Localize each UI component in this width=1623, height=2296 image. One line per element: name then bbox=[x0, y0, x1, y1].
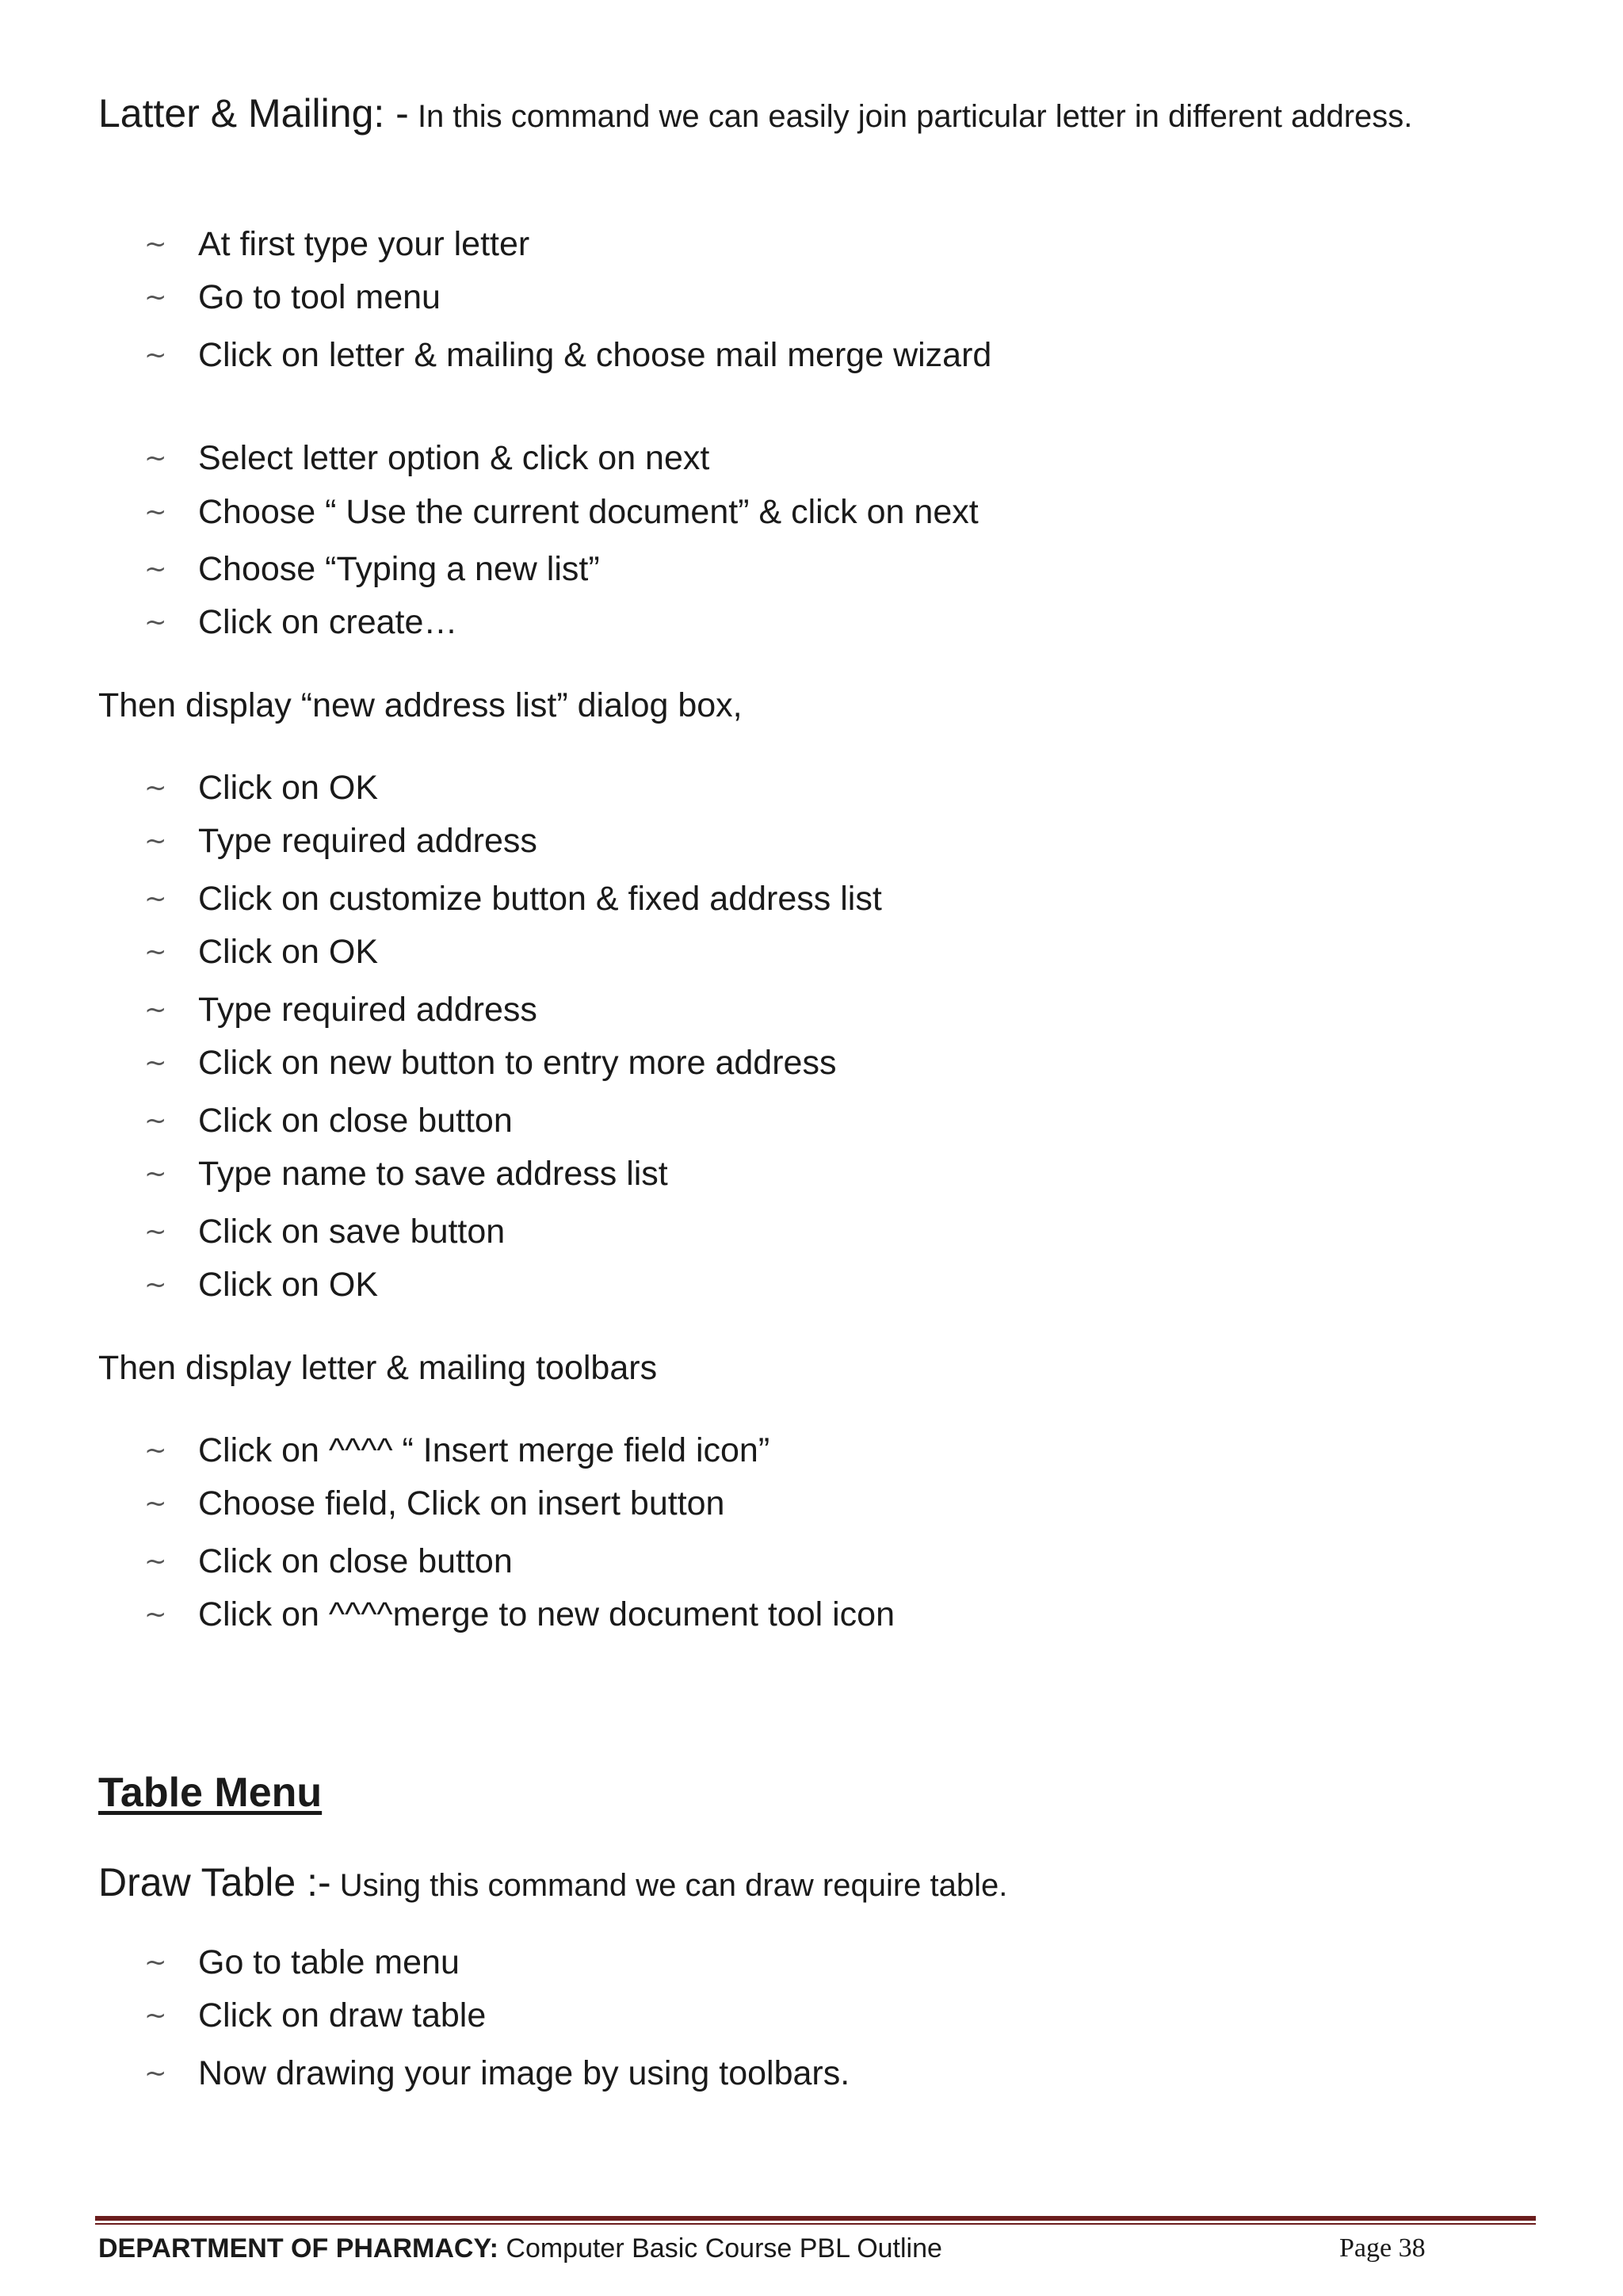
list-item-text: Click on close button bbox=[198, 1102, 513, 1140]
tilde-bullet-icon: ~ bbox=[144, 1047, 167, 1079]
tilde-bullet-icon: ~ bbox=[144, 1435, 167, 1466]
draw-table-heading bbox=[98, 1859, 1007, 1905]
list-item-text: Click on OK bbox=[198, 933, 379, 971]
list-item-text: Click on customize button & fixed address list bbox=[198, 880, 882, 918]
list-item-text: Select letter option & click on next bbox=[198, 439, 710, 477]
draw-table-title: Draw Table :- bbox=[98, 1860, 331, 1904]
list-item-text: Click on letter & mailing & choose mail merge wizard bbox=[198, 336, 992, 374]
list-item-text: Click on create… bbox=[198, 603, 458, 641]
tilde-bullet-icon: ~ bbox=[144, 228, 167, 260]
tilde-bullet-icon: ~ bbox=[144, 553, 167, 585]
tilde-bullet-icon: ~ bbox=[144, 1216, 167, 1247]
draw-table-description: Using this command we can draw require table. bbox=[330, 1868, 1008, 1903]
footer-rule-secondary bbox=[95, 2223, 1536, 2225]
footer-department: DEPARTMENT OF PHARMACY: bbox=[98, 2233, 498, 2264]
list-item-text: Click on ^^^^merge to new document tool icon bbox=[198, 1595, 896, 1633]
letter-mailing-title: Latter & Mailing: - bbox=[98, 91, 409, 136]
tilde-bullet-icon: ~ bbox=[144, 936, 167, 968]
letter-mailing-description: In this command we can easily join particular letter in different address. bbox=[408, 99, 1413, 134]
footer-course-info bbox=[98, 2233, 942, 2264]
then-display-toolbars-text: Then display letter & mailing toolbars bbox=[98, 1349, 658, 1387]
footer-course: Computer Basic Course PBL Outline bbox=[498, 2233, 942, 2264]
list-item-text: Go to table menu bbox=[198, 1943, 460, 1981]
list-item-text: Type name to save address list bbox=[198, 1155, 668, 1193]
tilde-bullet-icon: ~ bbox=[144, 825, 167, 857]
tilde-bullet-icon: ~ bbox=[144, 883, 167, 915]
list-item-text: Click on new button to entry more address bbox=[198, 1044, 837, 1082]
tilde-bullet-icon: ~ bbox=[144, 1158, 167, 1190]
tilde-bullet-icon: ~ bbox=[144, 442, 167, 474]
list-item-text: Choose field, Click on insert button bbox=[198, 1484, 725, 1522]
tilde-bullet-icon: ~ bbox=[144, 1488, 167, 1519]
list-item-text: Click on save button bbox=[198, 1213, 506, 1251]
then-display-dialog-text: Then display “new address list” dialog box, bbox=[98, 686, 743, 724]
page-number: Page 38 bbox=[1339, 2233, 1426, 2263]
list-item-text: Type required address bbox=[198, 822, 537, 860]
list-item-text: Click on ^^^^ “ Insert merge field icon” bbox=[198, 1431, 770, 1469]
list-item-text: Click on OK bbox=[198, 769, 379, 807]
list-item-text: Choose “ Use the current document” & click on next bbox=[198, 493, 979, 531]
tilde-bullet-icon: ~ bbox=[144, 339, 167, 371]
list-item-text: Type required address bbox=[198, 991, 537, 1029]
list-item-text: Click on OK bbox=[198, 1266, 379, 1304]
tilde-bullet-icon: ~ bbox=[144, 2000, 167, 2031]
tilde-bullet-icon: ~ bbox=[144, 1269, 167, 1301]
footer-rule bbox=[95, 2216, 1536, 2221]
tilde-bullet-icon: ~ bbox=[144, 496, 167, 528]
list-item-text: Click on draw table bbox=[198, 1996, 487, 2034]
tilde-bullet-icon: ~ bbox=[144, 2057, 167, 2089]
list-item-text: Click on close button bbox=[198, 1542, 513, 1580]
letter-mailing-heading bbox=[98, 90, 1412, 136]
table-menu-section-title: Table Menu bbox=[98, 1770, 323, 1816]
tilde-bullet-icon: ~ bbox=[144, 1599, 167, 1630]
tilde-bullet-icon: ~ bbox=[144, 281, 167, 313]
list-item-text: Go to tool menu bbox=[198, 278, 441, 316]
list-item-text: At first type your letter bbox=[198, 225, 530, 263]
tilde-bullet-icon: ~ bbox=[144, 1946, 167, 1978]
list-item-text: Choose “Typing a new list” bbox=[198, 550, 600, 588]
tilde-bullet-icon: ~ bbox=[144, 1105, 167, 1137]
tilde-bullet-icon: ~ bbox=[144, 1545, 167, 1577]
tilde-bullet-icon: ~ bbox=[144, 606, 167, 638]
tilde-bullet-icon: ~ bbox=[144, 772, 167, 804]
tilde-bullet-icon: ~ bbox=[144, 994, 167, 1026]
list-item-text: Now drawing your image by using toolbars. bbox=[198, 2054, 850, 2092]
